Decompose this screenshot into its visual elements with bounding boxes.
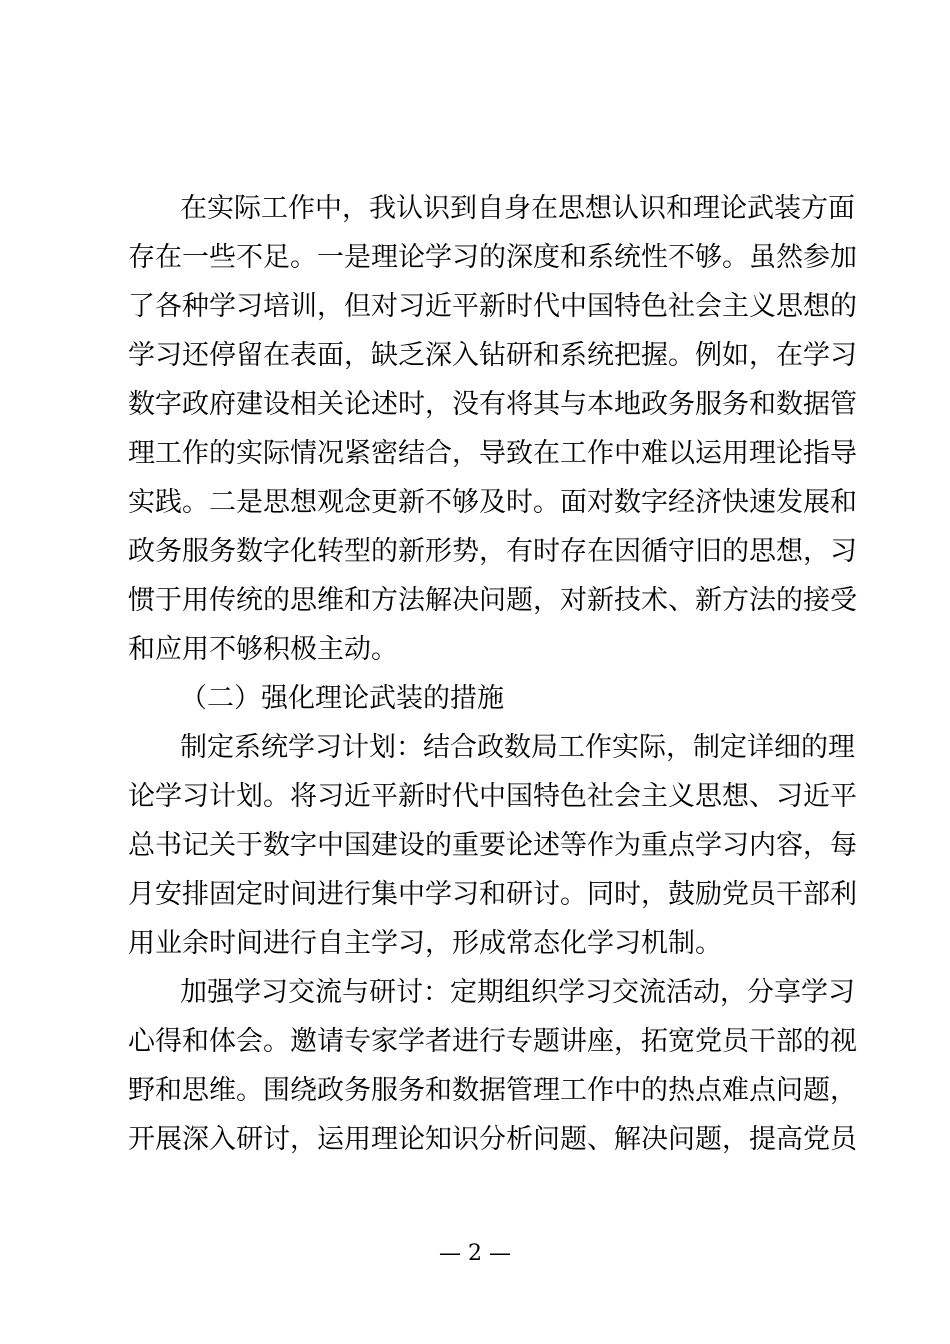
paragraph-2-line-4: 月安排固定时间进行集中学习和研讨。同时，鼓励党员干部利 — [128, 879, 857, 910]
paragraph-3-line-3: 野和思维。围绕政务服务和数据管理工作中的热点难点问题， — [128, 1075, 857, 1106]
paragraph-1-line-10: 和应用不够积极主动。 — [128, 634, 398, 665]
page-number: — 2 — — [439, 1241, 511, 1266]
paragraph-1-line-1: 在实际工作中，我认识到自身在思想认识和理论武装方面 — [180, 193, 855, 224]
paragraph-2-line-1: 制定系统学习计划：结合政数局工作实际，制定详细的理 — [180, 732, 855, 763]
paragraph-2-line-2: 论学习计划。将习近平新时代中国特色社会主义思想、习近平 — [128, 781, 857, 812]
paragraph-2-line-3: 总书记关于数字中国建设的重要论述等作为重点学习内容，每 — [128, 830, 857, 861]
paragraph-1-line-4: 学习还停留在表面，缺乏深入钻研和系统把握。例如，在学习 — [128, 340, 857, 371]
paragraph-1-line-6: 理工作的实际情况紧密结合，导致在工作中难以运用理论指导 — [128, 438, 857, 469]
body-text — [128, 184, 857, 1164]
paragraph-1-line-7: 实践。二是思想观念更新不够及时。面对数字经济快速发展和 — [128, 487, 857, 518]
paragraph-3-line-2: 心得和体会。邀请专家学者进行专题讲座，拓宽党员干部的视 — [128, 1026, 857, 1057]
paragraph-1-line-3: 了各种学习培训，但对习近平新时代中国特色社会主义思想的 — [128, 291, 857, 322]
section-heading: （二）强化理论武装的措施 — [180, 683, 504, 714]
paragraph-2-line-5: 用业余时间进行自主学习，形成常态化学习机制。 — [128, 928, 722, 959]
paragraph-1-line-9: 惯于用传统的思维和方法解决问题，对新技术、新方法的接受 — [128, 585, 857, 616]
paragraph-3-line-4: 开展深入研讨，运用理论知识分析问题、解决问题，提高党员 — [128, 1124, 857, 1155]
paragraph-1-line-5: 数字政府建设相关论述时，没有将其与本地政务服务和数据管 — [128, 389, 857, 420]
paragraph-1-line-8: 政务服务数字化转型的新形势，有时存在因循守旧的思想，习 — [128, 536, 857, 567]
paragraph-1-line-2: 存在一些不足。一是理论学习的深度和系统性不够。虽然参加 — [128, 242, 857, 273]
paragraph-3-line-1: 加强学习交流与研讨：定期组织学习交流活动，分享学习 — [180, 977, 855, 1008]
